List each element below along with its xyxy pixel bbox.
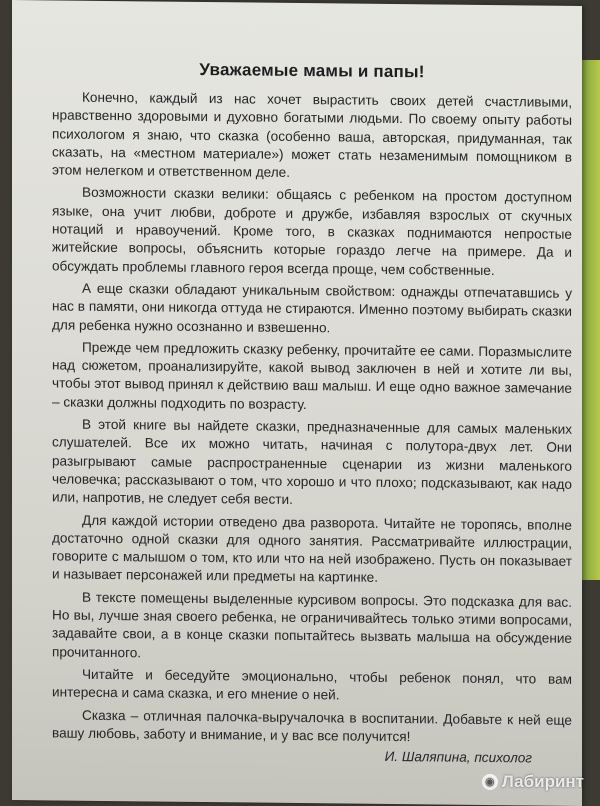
author-signature: И. Шаляпина, психолог (384, 748, 532, 766)
watermark (482, 772, 584, 792)
paragraph-8: Читайте и беседуйте эмоционально, чтобы ребенок понял, что вам интересна и сама сказка, и его мнение о ней. (52, 666, 572, 703)
paragraph-2: Возможности сказки велики: общаясь с ребенком на простом доступном языке, она учит любви, доброте и дружбе, избавляя взрослых от скучных нотаций и нравоучений. Кроме того, в сказках поднимаются непростые житейские вопросы, объяснить которые гораздо легче на примере. Да и обсуждать проблемы главного героя всегда проще, чем собственные. (52, 185, 572, 278)
labirint-logo-icon: ◉ (482, 774, 498, 790)
watermark-text: Лабиринт (501, 772, 584, 791)
paragraph-1: Конечно, каждый из нас хочет вырастить своих детей счастливыми, нравственно здоровыми и духовно богатыми людьми. По своему опыту работы психологом я знаю, что сказка (особенно ваша, авторская, придуманная, так сказать, на «местном материале») может стать незаменимым помощником в этом нелегком и ответственном деле. (52, 89, 572, 181)
paragraph-6: Для каждой истории отведено два разворота. Читайте не торопясь, вполне достаточно одной сказки для одного занятия. Рассматривайте иллюстрации, говорите с малышом о том, кто или что на ней изображено. Пусть он показывает и называет персонажей или предметы на картинке. (52, 512, 572, 586)
page-content (52, 58, 572, 768)
page-title: Уважаемые мамы и папы! (199, 59, 425, 82)
paragraph-4: Прежде чем предложить сказку ребенку, прочитайте ее сами. Поразмыслите над сюжетом, проанализируйте, какой вывод заключен в ней и хотите ли вы, чтобы этот вывод принял к действию ваш малыш. И еще одно важное замечание – сказки должны подходить по возрасту. (52, 339, 572, 412)
book-page (12, 0, 582, 806)
paragraph-7: В тексте помещены выделенные курсивом вопросы. Это подсказка для вас. Но вы, лучше зная своего ребенка, не ограничивайтесь только этими вопросами, задавайте свои, а в конце сказки попытайтесь вызвать малыша на обсуждение прочитанного. (52, 589, 572, 660)
paragraph-9: Сказка – отличная палочка-выручалочка в воспитании. Добавьте к ней еще вашу любовь, заботу и внимание, и у вас все получится! (52, 707, 572, 744)
paragraph-3: А еще сказки обладают уникальным свойством: однажды отпечатавшись у нас в памяти, они никогда оттуда не стираются. Именно поэтому выбирать сказки для ребенка нужно осознанно и взвешенно. (52, 280, 572, 335)
paragraph-5: В этой книге вы найдете сказки, предназначенные для самых маленьких слушателей. Все их можно читать, начиная с полутора-двух лет. Они разыгрывают самые распространенные сценарии из жизни маленького человечка; рассказывают о том, что хорошо и что плохо; подсказывают, как надо или, напротив, не следует себя вести. (52, 416, 572, 508)
